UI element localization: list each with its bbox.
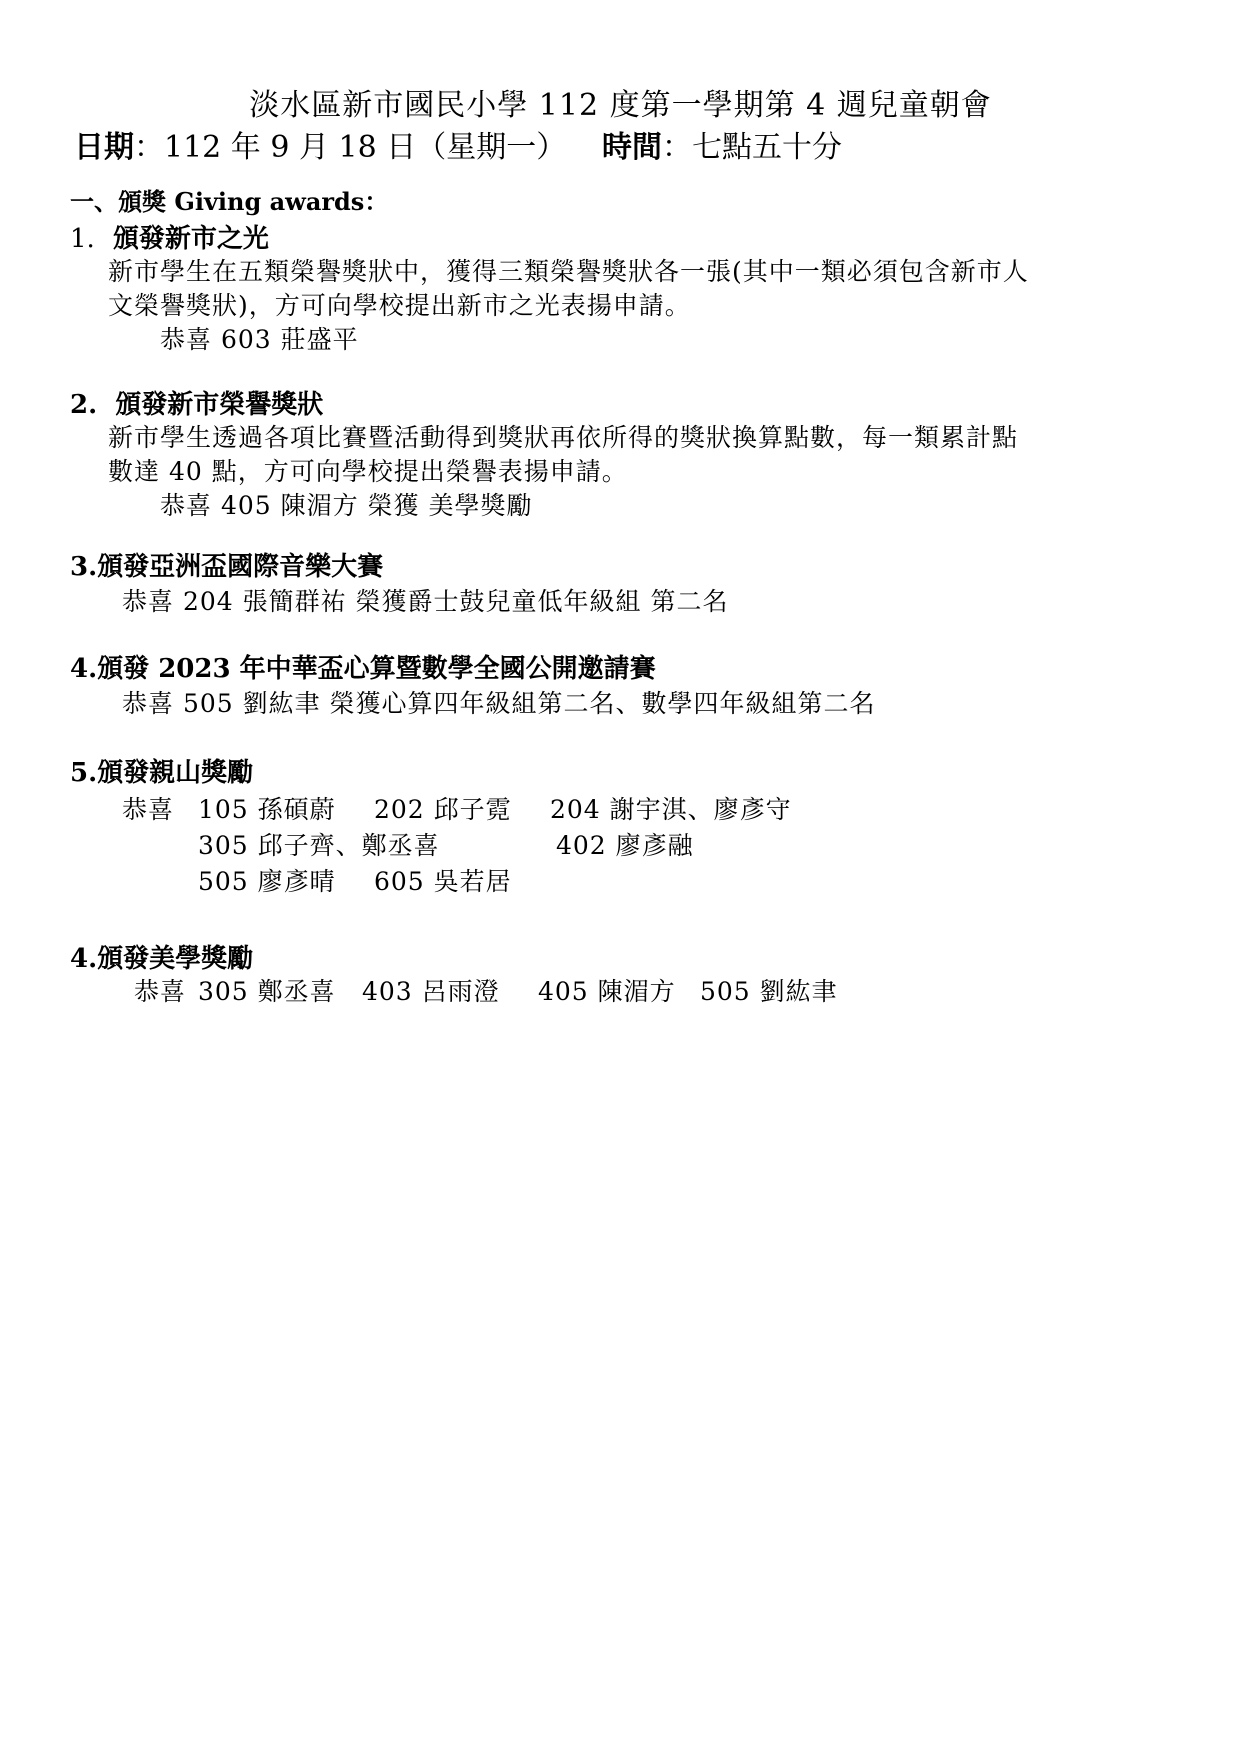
item-number: 2. [70, 390, 98, 420]
awardee-name: 402 廖彥融 [556, 831, 694, 860]
awardee-name: 403 呂雨澄 [362, 977, 500, 1006]
item-number: 4. [70, 944, 98, 974]
item-number: 5. [70, 758, 98, 788]
date-line [74, 122, 566, 166]
item-2-heading [70, 384, 323, 421]
item-title: 頒發新市之光 [112, 224, 269, 254]
item-1-text-line: 新市學生在五類榮譽獎狀中，獲得三類榮譽獎狀各一張(其中一類必須包含新市人 [108, 257, 1029, 286]
item-2-text-line: 新市學生透過各項比賽暨活動得到獎狀再依所得的獎狀換算點數，每一類累計點 [108, 423, 1019, 452]
item-5-congrats-label: 恭喜 [122, 795, 175, 824]
item-3-heading [70, 546, 383, 583]
item-4-congrats: 恭喜 505 劉紘聿 榮獲心算四年級組第二名、數學四年級組第二名 [122, 689, 876, 718]
awardee-name: 105 孫碩蔚 [198, 795, 336, 824]
item-title: 頒發美學獎勵 [97, 944, 254, 974]
item-title: 頒發親山獎勵 [97, 758, 254, 788]
item-number: 4. [70, 654, 98, 684]
awardee-name: 505 廖彥晴 [198, 867, 336, 896]
item-6-heading [70, 938, 253, 975]
item-2-congrats: 恭喜 405 陳湄方 榮獲 美學獎勵 [160, 491, 533, 520]
item-3-congrats: 恭喜 204 張簡群祐 榮獲爵士鼓兒童低年級組 第二名 [122, 587, 729, 616]
item-2-text-line: 數達 40 點，方可向學校提出榮譽表揚申請。 [108, 457, 628, 486]
time-label: 時間 [602, 130, 662, 165]
time-value: ：七點五十分 [662, 130, 842, 165]
item-1-text-line: 文榮譽獎狀)，方可向學校提出新市之光表揚申請。 [108, 291, 691, 320]
time-line [602, 122, 842, 166]
item-title: 頒發 2023 年中華盃心算暨數學全國公開邀請賽 [97, 654, 656, 684]
date-label: 日期 [74, 130, 134, 165]
page-title: 淡水區新市國民小學 112 度第一學期第 4 週兒童朝會 [249, 88, 992, 123]
item-5-heading [70, 752, 253, 789]
date-value: ：112 年 9 月 18 日（星期一） [134, 130, 567, 165]
awardee-name: 405 陳湄方 [538, 977, 676, 1006]
section-heading: 一、頒獎 Giving awards： [70, 187, 389, 216]
awardee-name: 305 鄭丞喜 [198, 977, 336, 1006]
item-6-congrats-label: 恭喜 [134, 977, 187, 1006]
awardee-name: 204 謝宇淇、廖彥守 [550, 795, 792, 824]
item-1-congrats: 恭喜 603 莊盛平 [160, 325, 359, 354]
item-1-heading [70, 218, 269, 255]
awardee-name: 202 邱子霓 [374, 795, 512, 824]
item-title: 頒發亞洲盃國際音樂大賽 [97, 552, 384, 582]
awardee-name: 305 邱子齊、鄭丞喜 [198, 831, 440, 860]
item-4-heading [70, 648, 656, 685]
awardee-name: 605 吳若居 [374, 867, 512, 896]
item-number: 3. [70, 552, 98, 582]
awardee-name: 505 劉紘聿 [700, 977, 838, 1006]
item-number: 1. [70, 224, 95, 254]
item-title: 頒發新市榮譽獎狀 [115, 390, 324, 420]
